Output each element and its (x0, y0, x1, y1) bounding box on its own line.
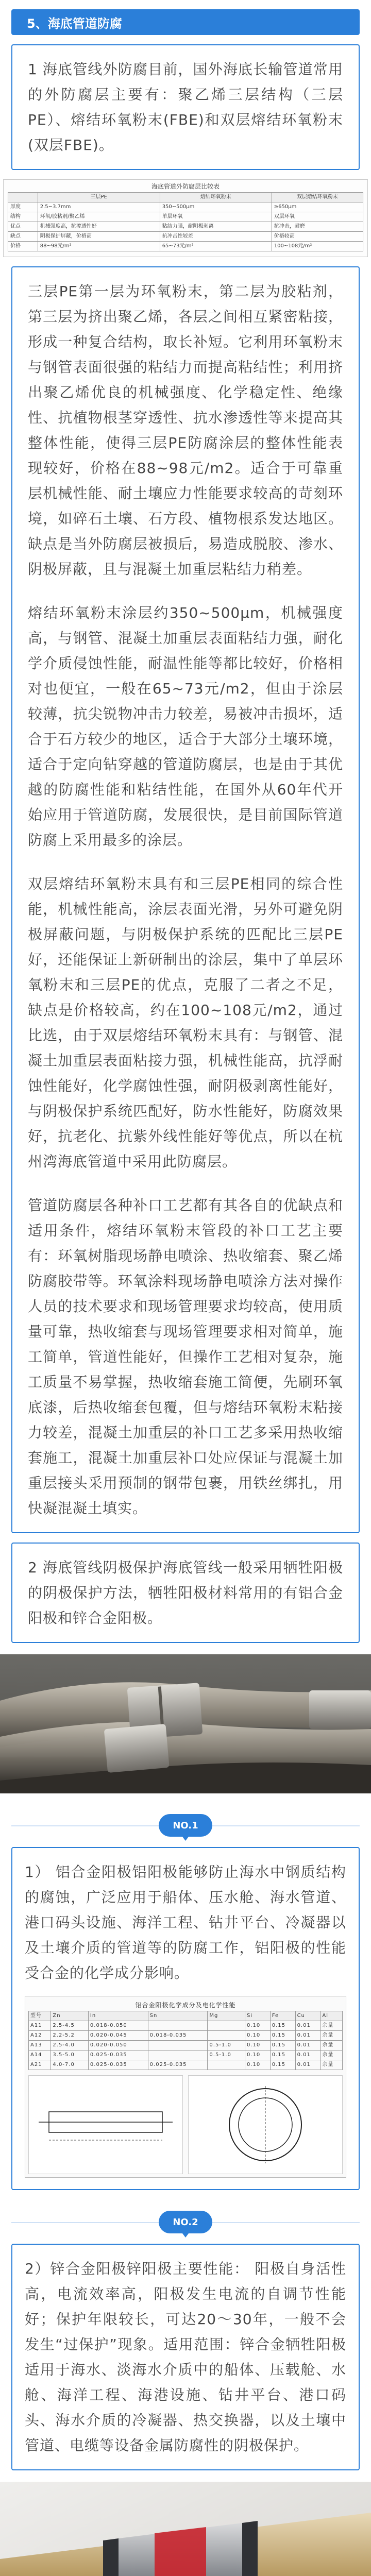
no2-badge (159, 2211, 212, 2233)
section2-intro-box (11, 1543, 360, 1643)
aluminum-table-cell: 余量 (321, 2031, 343, 2041)
aluminum-table-cell: 0.15 (270, 2050, 295, 2060)
coating-table-cell: 价格较高 (272, 232, 363, 242)
aluminum-table-cell: 0.5-1.0 (208, 2041, 245, 2050)
coating-table-cell: 厚度 (8, 202, 38, 212)
anode-drawing-side-image (29, 2076, 182, 2174)
aluminum-table-cell: 2.2-5.2 (51, 2031, 89, 2041)
aluminum-table-header-cell: In (88, 2011, 148, 2021)
coating-table-cell: 环氧/胶粘剂/聚乙烯 (38, 212, 160, 222)
zinc-anode-box (11, 2244, 360, 2470)
aluminum-table-row (29, 2021, 343, 2031)
aluminum-table-header-cell: Al (321, 2011, 343, 2021)
aluminum-table-cell: A13 (29, 2041, 51, 2050)
coating-comparison-table-card (3, 179, 368, 257)
zinc-anode-photo-image (0, 2482, 371, 2576)
aluminum-table-cell: 0.15 (270, 2021, 295, 2031)
section1-body-box (11, 266, 360, 1533)
aluminum-table-row (29, 2050, 343, 2060)
anode-drawings (28, 2075, 343, 2174)
coating-table-cell: 粘结力强，耐阴极剥离 (160, 222, 272, 232)
coating-table-cell: 单层环氧 (160, 212, 272, 222)
aluminum-table-header-cell: Cu (295, 2011, 321, 2021)
coating-table-header-cell: 熔结环氧粉末 (160, 193, 272, 202)
aluminum-table-header-cell: Fe (270, 2011, 295, 2021)
aluminum-table-cell: A21 (29, 2060, 51, 2070)
aluminum-table-cell: 0.01 (295, 2031, 321, 2041)
no1-badge-label: NO.1 (173, 1820, 198, 1831)
aluminum-table-cell: 0.01 (295, 2041, 321, 2050)
aluminum-table-cell: A12 (29, 2031, 51, 2041)
coating-table-cell: 88~98元/m² (38, 242, 160, 251)
coating-table-cell: 结构 (8, 212, 38, 222)
coating-table-cell: 100~108元/m² (272, 242, 363, 251)
aluminum-table-header-cell: Mg (208, 2011, 245, 2021)
coating-comparison-table (8, 192, 363, 251)
aluminum-table-cell: 0.018-0.050 (88, 2021, 148, 2031)
aluminum-table-cell: 0.10 (245, 2060, 270, 2070)
coating-table-cell: 350~500μm (160, 202, 272, 212)
coating-table-row (8, 242, 363, 251)
aluminum-table-cell: 0.15 (270, 2031, 295, 2041)
anode-drawing-side (28, 2075, 183, 2174)
aluminum-table-cell: A14 (29, 2050, 51, 2060)
section2-intro: 2 海底管线阴极保护海底管线一般采用牺牲阳极的阴极保护方法，牺牲阳极材料常用的有铝合金阳极和锌合金阳极。 (28, 1559, 343, 1626)
aluminum-table-cell: A11 (29, 2021, 51, 2031)
aluminum-anode-table-caption: 铝合金阳极化学成分及电化学性能 (135, 2002, 236, 2009)
aluminum-table-cell: 0.5-1.0 (208, 2050, 245, 2060)
coating-table-cell: 优点 (8, 222, 38, 232)
aluminum-table-cell: 0.018-0.035 (148, 2031, 208, 2041)
aluminum-table-cell: 0.10 (245, 2031, 270, 2041)
aluminum-table-cell: 余量 (321, 2060, 343, 2070)
pipe-anode-photo (0, 1654, 371, 1793)
zinc-anode-photo (0, 2482, 371, 2576)
coating-table-cell: 抗冲击性较差 (160, 232, 272, 242)
section-title-bar (11, 9, 360, 35)
coating-table-cell: 缺点 (8, 232, 38, 242)
aluminum-table-cell: 0.10 (245, 2050, 270, 2060)
aluminum-table-cell: 0.01 (295, 2060, 321, 2070)
aluminum-anode-box (11, 1847, 360, 2190)
aluminum-table-cell: 0.15 (270, 2041, 295, 2050)
aluminum-table-cell: 0.01 (295, 2050, 321, 2060)
aluminum-table-cell (148, 2021, 208, 2031)
aluminum-table-cell: 3.5-5.0 (51, 2050, 89, 2060)
section1-box (11, 44, 360, 170)
anode-drawing-section-image (189, 2076, 342, 2174)
paragraph-double-fbe: 双层熔结环氧粉末具有和三层PE相同的综合性能，机械性能高，涂层表面光滑，另外可避免阴极屏蔽问题，与阴极保护系统的匹配比三层PE好，还能保证上新研制出的涂层，集中了单层环氧粉末和三层PE的优点，克服了二者之不足，缺点是价格较高，约在100~108元/m2，通过比选，由于双层熔结环氧粉末具有：与钢管、混凝土加重层表面粘接力强，机械性能高，抗浮耐蚀性能好，化学腐蚀性强，耐阴极剥离性能好，与阴极保护系统匹配好，防水性能好，防腐效果好，抗老化、抗紫外线性能好等优点，所以在杭州湾海底管道中采用此防腐层。 (28, 875, 343, 1170)
coating-table-cell: 机械强度高，抗渗透性好 (38, 222, 160, 232)
coating-table-row (8, 232, 363, 242)
coating-table-row (8, 212, 363, 222)
paragraph-fbe: 熔结环氧粉末涂层约350~500μm，机械强度高，与钢管、混凝土加重层表面粘结力强，耐化学介质侵蚀性能，耐温性能等都比较好，价格相对也便宜，一般在65~73元/m2，但由于涂层较薄，抗尖锐物冲击力较差，易被冲击损坏，适合于石方较少的地区，适合于大部分土壤环境，适合于定向钻穿越的管道防腐层，也是由于其优越的防腐性能和粘结性能，在国外从60年代开始应用于管道防腐，发展很快，是目前国际管道防腐上采用最多的涂层。 (28, 604, 343, 849)
aluminum-anode-table (28, 2011, 343, 2070)
coating-table-cell: 阴极保护屏蔽，价格高 (38, 232, 160, 242)
coating-table-cell: ≥650μm (272, 202, 363, 212)
aluminum-table-header-cell: Sn (148, 2011, 208, 2021)
aluminum-table-cell: 0.025-0.035 (88, 2060, 148, 2070)
coating-table-row (8, 222, 363, 232)
aluminum-table-cell (208, 2021, 245, 2031)
aluminum-table-cell: 2.5-4.5 (51, 2021, 89, 2031)
aluminum-table-header-cell: 型号 (29, 2011, 51, 2021)
coating-table-header-cell: 三层PE (38, 193, 160, 202)
aluminum-table-cell: 2.5-4.0 (51, 2041, 89, 2050)
aluminum-table-row (29, 2031, 343, 2041)
aluminum-table-cell (208, 2060, 245, 2070)
section-title: 5、海底管道防腐 (27, 16, 122, 31)
aluminum-table-row (29, 2060, 343, 2070)
aluminum-table-cell: 余量 (321, 2041, 343, 2050)
aluminum-table-cell: 0.10 (245, 2021, 270, 2031)
coating-table-caption: 海底管道外防腐层比较表 (151, 183, 220, 190)
aluminum-table-header-cell: Zn (51, 2011, 89, 2021)
coating-table-cell: 价格 (8, 242, 38, 251)
zinc-anode-text: 2）锌合金阳极锌阳极主要性能： 阳极自身活性高，电流效率高，阳极发生电流的自调节性能好；保护年限较长，可达20～30年，一般不会发生“过保护”现象。适用范围：锌合金牺牲阳极适用于海水、淡海水介质中的船体、压载舱、水舱、海洋工程、海港设施、钻井平台、港口码头、海水介质的冷凝器、热交换器，以及土壤中管道、电缆等设备金属防腐性的阴极保护。 (25, 2260, 346, 2454)
coating-table-cell: 65~73元/m² (160, 242, 272, 251)
aluminum-table-cell: 0.025-0.035 (148, 2060, 208, 2070)
aluminum-table-cell (148, 2041, 208, 2050)
anode-drawing-section (188, 2075, 343, 2174)
no1-badge (159, 1814, 212, 1837)
aluminum-table-cell: 余量 (321, 2021, 343, 2031)
aluminum-table-cell: 0.15 (270, 2060, 295, 2070)
paragraph-joint-coating: 管道防腐层各种补口工艺都有其各自的优缺点和适用条件，熔结环氧粉末管段的补口工艺主要有：环氧树脂现场静电喷涂、热收缩套、聚乙烯防腐胶带等。环氧涂料现场静电喷涂方法对操作人员的技术要求和现场管理要求均较高，使用质量可靠，热收缩套与现场管理要求相对简单，施工简单，管道性能好，但操作工艺相对复杂，施工质量不易掌握，热收缩套施工简便，先刷环氧底漆，后热收缩套包覆，但与熔结环氧粉末粘接力较差，混凝土加重层的补口工艺多采用热收缩套施工，混凝土加重层补口处应保证与混凝土加重层接头采用预制的钢带包裹，用铁丝绑扎，用快凝混凝土填实。 (28, 1197, 343, 1517)
aluminum-table-cell: 0.10 (245, 2041, 270, 2050)
coating-table-cell: 2.5~3.7mm (38, 202, 160, 212)
aluminum-table-header-cell: Si (245, 2011, 270, 2021)
aluminum-table-cell: 0.01 (295, 2021, 321, 2031)
section1-intro: 1 海底管线外防腐目前，国外海底长输管道常用的外防腐层主要有：聚乙烯三层结构（三层PE）、熔结环氧粉末(FBE)和双层熔结环氧粉末(双层FBE)。 (28, 61, 343, 154)
pipe-anode-photo-image (0, 1654, 371, 1793)
aluminum-table-cell (148, 2050, 208, 2060)
aluminum-anode-text: 1） 铝合金阳极铝阳极能够防止海水中钢质结构的腐蚀，广泛应用于船体、压水舱、海水管道、港口码头设施、海洋工程、钻井平台、冷凝器以及土壤介质的管道等的防腐工作，铝阳极的性能受合金的化学成分影响。 (25, 1863, 346, 1981)
aluminum-table-cell: 0.020-0.050 (88, 2041, 148, 2050)
aluminum-table-cell: 0.025-0.035 (88, 2050, 148, 2060)
aluminum-anode-table-card (25, 1996, 346, 2178)
coating-table-cell: 抗冲击，耐磨 (272, 222, 363, 232)
aluminum-table-cell: 0.020-0.045 (88, 2031, 148, 2041)
aluminum-table-cell: 4.0-7.0 (51, 2060, 89, 2070)
aluminum-table-cell: 余量 (321, 2050, 343, 2060)
coating-table-row (8, 202, 363, 212)
aluminum-table-row (29, 2041, 343, 2050)
coating-table-cell: 双层环氧 (272, 212, 363, 222)
aluminum-table-cell (208, 2031, 245, 2041)
coating-table-header-cell: 双层熔结环氧粉末 (272, 193, 363, 202)
coating-table-header-cell (8, 193, 38, 202)
no2-badge-label: NO.2 (173, 2216, 198, 2228)
paragraph-3pe: 三层PE第一层为环氧粉末，第二层为胶粘剂，第三层为挤出聚乙烯，各层之间相互紧密粘接，形成一种复合结构，取长补短。它利用环氧粉末与钢管表面很强的粘结力而提高粘结性；利用挤出聚乙烯优良的机械强度、化学稳定性、绝缘性、抗植物根茎穿透性、抗水渗透性等来提高其整体性能，使得三层PE防腐涂层的整体性能表现较好，价格在88~98元/m2。适合于可靠重层机械性能、耐土壤应力性能要求较高的苛刻环境，如碎石土壤、石方段、植物根系发达地区。缺点是当外防腐层被损后，易造成脱胶、渗水、阴极屏蔽，且与混凝土加重层粘结力稍差。 (28, 283, 343, 578)
